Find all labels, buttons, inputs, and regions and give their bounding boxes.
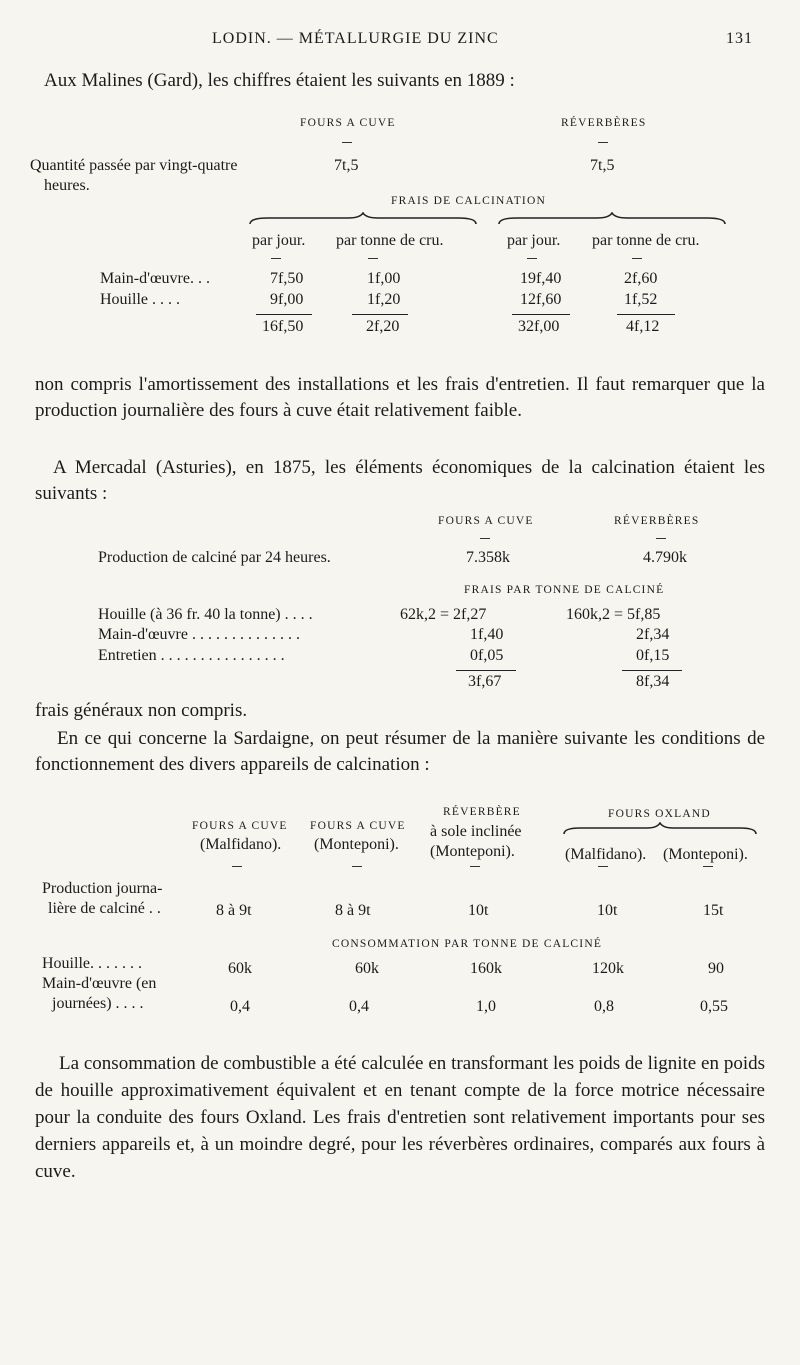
quantite-reverberes: 7t,5 [590,157,615,174]
dash [368,258,378,259]
sard-cell: 8 à 9t [216,902,252,919]
dash [352,866,362,867]
paragraph: La consommation de combustible a été calculée en transformant les poids de lignite en poids de houille approximativement équivalent et en tenant compte de la force motrice nécessaire pour la conduite des fours Oxland. Les frais d'entretien sont relativement importants pour ses derniers appareils et, à un moindre degré, pour les réverbères ordinaires, comparés aux fours à cuve. [35,1053,765,1182]
sard-cell: 120k [592,960,624,977]
mercadal-cell: 2f,34 [636,626,670,643]
malines-total: 16f,50 [262,318,304,335]
mercadal-total: 3f,67 [468,673,502,690]
quantite-fours: 7t,5 [334,157,359,174]
malines-cell: 1f,00 [367,270,401,287]
sard-houille-label: Houille. . . . . . . [42,955,142,972]
production-fours: 7.358k [466,549,510,566]
sard-cell: 0,4 [349,998,369,1015]
sard-production-label-cont: lière de calciné . . [48,900,161,917]
mercadal-cell: 0f,05 [470,647,504,664]
sard-cell: 8 à 9t [335,902,371,919]
sard-cell: 1,0 [476,998,496,1015]
mercadal-intro: A Mercadal (Asturies), en 1875, les éléments économiques de la calcination étaient les suivants : [35,457,765,504]
malines-cell: 7f,50 [270,270,304,287]
sum-rule [617,314,675,315]
sard-cell: 0,4 [230,998,250,1015]
dash [703,866,713,867]
sard-col2-sub: (Monteponi). [314,836,399,853]
sard-col3: RÉVERBÈRE [443,806,521,818]
malines-intro: Aux Malines (Gard), les chiffres étaient les suivants en 1889 : [44,70,515,91]
page-number: 131 [726,30,753,47]
sard-col4: (Malfidano). [565,846,647,863]
brace-fours [248,212,478,228]
malines-cell: 1f,20 [367,291,401,308]
dash [632,258,642,259]
dash [480,538,490,539]
frais-calcination-title: FRAIS DE CALCINATION [391,195,546,207]
malines-cell: 2f,60 [624,270,658,287]
sard-production-label: Production journa- [42,880,163,897]
sard-cell: 0,55 [700,998,728,1015]
dash [598,142,608,143]
dash [232,866,242,867]
sard-cell: 60k [228,960,252,977]
malines-row-label: Main-d'œuvre. . . [100,270,210,287]
malines-total: 4f,12 [626,318,660,335]
sard-main-label-cont: journées) . . . . [52,995,144,1012]
sub-par-jour-2: par jour. [507,232,561,249]
sum-rule [256,314,312,315]
mercadal-cell: 62k,2 = 2f,27 [400,606,487,623]
sard-cell: 160k [470,960,502,977]
brace-oxland [562,822,758,838]
mercadal-col-reverberes: RÉVERBÈRES [614,515,700,527]
mercadal-row-label: Main-d'œuvre . . . . . . . . . . . . . . [98,626,300,643]
sard-cell: 0,8 [594,998,614,1015]
mercadal-col-fours: FOURS A CUVE [438,515,534,527]
sard-cell: 10t [597,902,618,919]
sum-rule [512,314,570,315]
quantite-label: Quantité passée par vingt-quatre [30,157,238,174]
sard-col5: (Monteponi). [663,846,748,863]
paragraph: non compris l'amortissement des installations et les frais d'entretien. Il faut remarquer que la production journalière des fours à cuve était relativement faible. [35,374,765,421]
production-reverberes: 4.790k [643,549,687,566]
quantite-label-cont: heures. [44,177,90,194]
mercadal-cell: 160k,2 = 5f,85 [566,606,661,623]
mercadal-cell: 1f,40 [470,626,504,643]
dash [656,538,666,539]
sard-cell: 15t [703,902,724,919]
sard-col45-title: FOURS OXLAND [608,808,711,820]
sard-cell: 60k [355,960,379,977]
malines-cell: 9f,00 [270,291,304,308]
dash [470,866,480,867]
brace-reverberes [497,212,727,228]
sard-col1-sub: (Malfidano). [200,836,282,853]
malines-cell: 19f,40 [520,270,562,287]
production-label: Production de calciné par 24 heures. [98,549,331,566]
dash [271,258,281,259]
sum-rule [456,670,516,671]
mercadal-row-label: Houille (à 36 fr. 40 la tonne) . . . . [98,606,313,623]
sub-par-tonne-2: par tonne de cru. [592,232,700,249]
mercadal-total: 8f,34 [636,673,670,690]
dash [527,258,537,259]
sum-rule [622,670,682,671]
paragraph: frais généraux non compris. [35,700,248,721]
sard-col3-sub: à sole inclinée [430,823,522,840]
running-title: LODIN. — MÉTALLURGIE DU ZINC [212,30,499,47]
sard-main-label: Main-d'œuvre (en [42,975,157,992]
malines-cell: 12f,60 [520,291,562,308]
sard-col3-sub2: (Monteponi). [430,843,515,860]
mercadal-cell: 0f,15 [636,647,670,664]
sard-col1: FOURS A CUVE [192,820,288,832]
malines-row-label: Houille . . . . [100,291,180,308]
sum-rule [352,314,408,315]
malines-total: 2f,20 [366,318,400,335]
paragraph: En ce qui concerne la Sardaigne, on peut résumer de la manière suivante les conditions de fonctionnement des divers appareils de calcination : [35,728,765,775]
consommation-title: CONSOMMATION PAR TONNE DE CALCINÉ [332,938,603,950]
sard-cell: 90 [708,960,724,977]
malines-cell: 1f,52 [624,291,658,308]
malines-col-fours: FOURS A CUVE [300,117,396,129]
dash [342,142,352,143]
frais-tonne-title: FRAIS PAR TONNE DE CALCINÉ [464,584,665,596]
dash [598,866,608,867]
sard-cell: 10t [468,902,489,919]
malines-total: 32f,00 [518,318,560,335]
sub-par-jour-1: par jour. [252,232,306,249]
sub-par-tonne-1: par tonne de cru. [336,232,444,249]
mercadal-row-label: Entretien . . . . . . . . . . . . . . . . [98,647,285,664]
malines-col-reverberes: RÉVERBÈRES [561,117,647,129]
sard-col2: FOURS A CUVE [310,820,406,832]
